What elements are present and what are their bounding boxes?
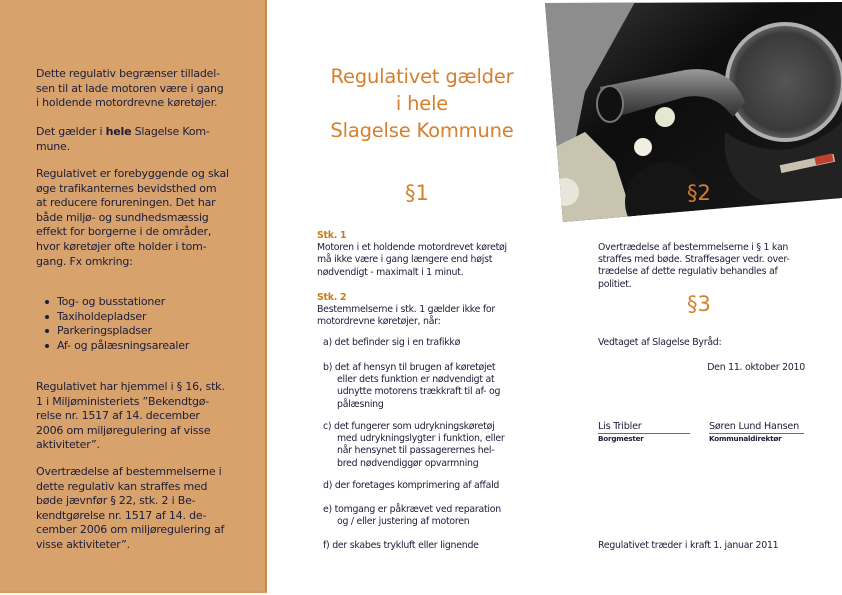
text-line: d) der foretages komprimering af affald [323, 480, 500, 491]
text-line: Bestemmelserne i stk. 1 gælder ikke for [317, 304, 496, 316]
penalty-paragraph [36, 465, 224, 553]
list-item: Taxiholdepladser [36, 310, 189, 325]
exception-item [323, 540, 479, 552]
text-line: dette regulativ kan straffes med [36, 479, 208, 493]
text-line: Regulativet har hjemmel i § 16, stk. [36, 380, 225, 393]
section-2-text [598, 242, 790, 291]
text-line: bred nødvendiggør opvarmning [337, 457, 479, 469]
text-line: Regulativet gælder [330, 65, 514, 88]
text-line: a) det befinder sig i en trafikkø [323, 337, 461, 348]
text-line: Slagelse Kommune [330, 119, 514, 142]
text-line: Motoren i et holdende motordrevet køretøj [317, 242, 507, 254]
text-line: sen til at lade motoren være i gang [36, 81, 224, 95]
text-line: cember 2006 om miljøregulering af [36, 523, 225, 537]
exception-item [323, 362, 500, 411]
adoption-date: Den 11. oktober 2010 [707, 362, 805, 373]
text-line: motordrevne køretøjer, når: [317, 316, 441, 328]
signature-title: Kommunaldirektør [709, 434, 782, 443]
text-line: 2006 om miljøregulering af visse [36, 423, 211, 437]
text-line: 1 i Miljøministeriets ”Bekendtgø- [36, 394, 210, 408]
section-1-title: §1 [405, 181, 429, 205]
locations-list [36, 295, 189, 353]
text-line: udnytte motorens trækkraft til af- og [337, 386, 501, 398]
list-item: Af- og pålæsningsarealer [36, 339, 189, 354]
exception-item [323, 421, 504, 470]
text-line: relse nr. 1517 af 14. december [36, 409, 200, 423]
signature-name: Lis Tribler [598, 421, 690, 434]
effective-date: Regulativet træder i kraft 1. januar 2011 [598, 540, 779, 551]
scope-paragraph [36, 125, 210, 154]
adopted-by: Vedtaget af Slagelse Byråd: [598, 337, 722, 348]
purpose-paragraph [36, 167, 229, 269]
text-line: gang. Fx omkring: [36, 254, 133, 268]
scope-text: mune. [36, 139, 70, 153]
text-line: med udrykningslygter i funktion, eller [337, 433, 505, 445]
text-line: eller dets funktion er nødvendigt at [337, 374, 495, 386]
signature-name: Søren Lund Hansen [709, 421, 804, 434]
signature-title: Borgmester [598, 434, 644, 443]
text-line: visse aktiviteter”. [36, 537, 130, 551]
text-line: kendtgørelse nr. 1517 af 14. de- [36, 508, 207, 522]
text-line: at reducere forureningen. Det har [36, 196, 216, 210]
text-line: øge trafikanternes bevidsthed om [36, 181, 217, 195]
stk-2-text [317, 304, 507, 328]
stk-1-label: Stk. 1 [317, 230, 347, 241]
text-line: straffes med bøde. Straffesager vedr. over- [598, 254, 790, 266]
text-line: politiet. [598, 278, 632, 290]
text-line: må ikke være i gang længere end højst [317, 254, 493, 266]
intro-paragraph [36, 67, 224, 111]
stk-2-label: Stk. 2 [317, 291, 347, 303]
list-item: Parkeringspladser [36, 324, 189, 339]
text-line: bøde jævnfør § 22, stk. 2 i Be- [36, 494, 196, 508]
main-heading [290, 63, 554, 144]
text-line: effekt for borgerne i de områder, [36, 225, 212, 239]
exception-item [323, 504, 501, 528]
scope-emphasis: hele [105, 125, 132, 138]
text-line: Dette regulativ begrænser tilladel- [36, 67, 220, 80]
text-line: hvor køretøjer ofte holder i tom- [36, 239, 207, 253]
text-line: i hele [395, 92, 449, 115]
text-line: både miljø- og sundhedsmæssig [36, 210, 209, 224]
section-1-content [317, 230, 507, 328]
text-line: Overtrædelse af bestemmelserne i [36, 465, 222, 478]
text-line: f) der skabes trykluft eller lignende [323, 540, 479, 551]
legal-basis-paragraph [36, 380, 225, 453]
text-line: pålæsning [337, 398, 384, 410]
scope-text: Slagelse Kom- [131, 125, 210, 138]
text-line: c) det fungerer som udrykningskøretøj [323, 421, 495, 432]
text-line: Regulativet er forebyggende og skal [36, 167, 229, 180]
text-line: trædelse af dette regulativ behandles af [598, 266, 778, 278]
section-3-title: §3 [687, 292, 711, 316]
text-line: Overtrædelse af bestemmelserne i § 1 kan [598, 242, 789, 253]
list-item: Tog- og busstationer [36, 295, 189, 310]
exception-item [323, 337, 460, 349]
text-line: og / eller justering af motoren [337, 516, 470, 528]
stk-1-text [317, 242, 507, 279]
signature-director [709, 421, 804, 443]
text-line: nødvendigt - maximalt i 1 minut. [317, 266, 464, 278]
text-line: aktiviteter”. [36, 438, 100, 452]
text-line: når hensynet til passagerernes hel- [337, 445, 495, 457]
section-2-title: §2 [687, 181, 711, 205]
exception-item [323, 480, 499, 492]
text-line: b) det af hensyn til brugen af køretøjet [323, 362, 496, 373]
scope-text: Det gælder i [36, 125, 106, 138]
text-line: i holdende motordrevne køretøjer. [36, 96, 218, 110]
signature-mayor [598, 421, 690, 443]
text-line: e) tomgang er påkrævet ved reparation [323, 504, 501, 515]
